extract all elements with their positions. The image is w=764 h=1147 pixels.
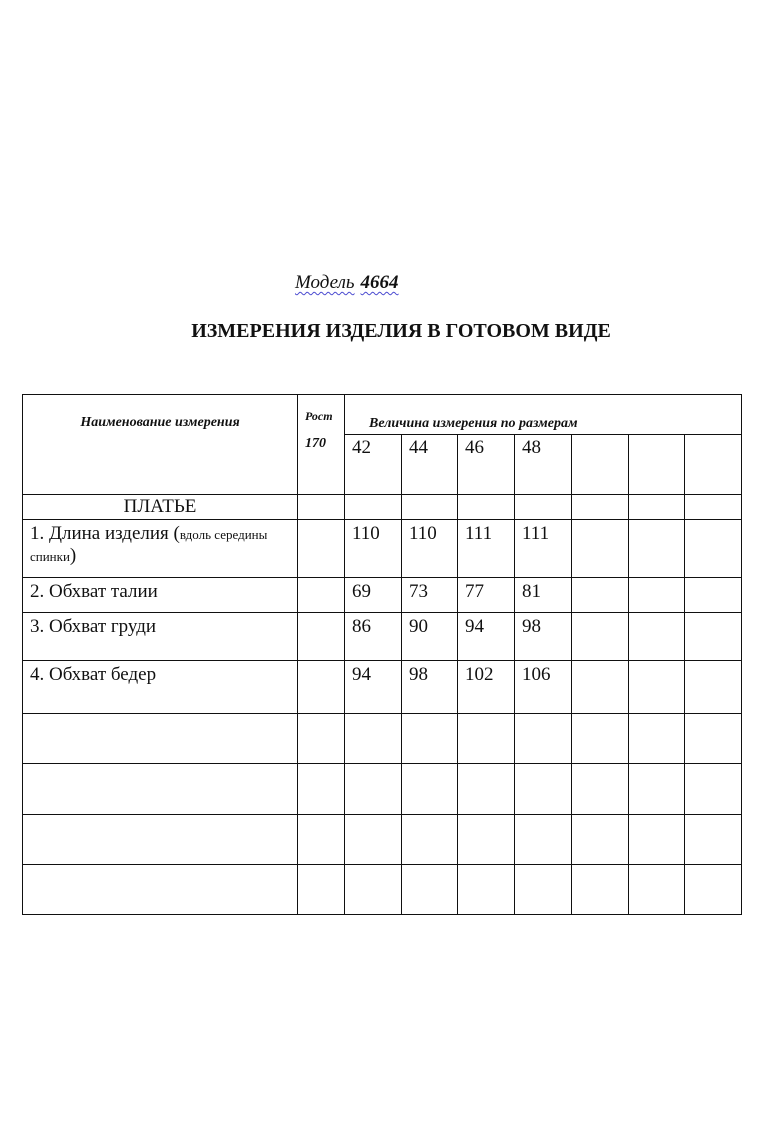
empty-cell <box>458 495 515 520</box>
empty-cell <box>458 865 515 915</box>
value-cell: 102 <box>458 661 515 714</box>
table-row <box>23 661 742 714</box>
value-cell <box>572 613 629 661</box>
empty-cell <box>23 815 298 865</box>
height-value: 170 <box>305 436 326 451</box>
value-cell: 110 <box>345 520 402 578</box>
value-cell: 90 <box>402 613 458 661</box>
column-header-height <box>298 395 345 495</box>
value-cell: 98 <box>515 613 572 661</box>
empty-cell <box>298 865 345 915</box>
empty-cell <box>23 764 298 815</box>
empty-cell <box>345 764 402 815</box>
empty-cell <box>298 495 345 520</box>
table-row <box>23 613 742 661</box>
value-cell: 98 <box>402 661 458 714</box>
empty-cell <box>629 865 685 915</box>
height-cell <box>298 661 345 714</box>
column-header-name: Наименование измерения <box>23 395 298 495</box>
measurement-label <box>23 520 298 578</box>
value-cell: 94 <box>458 613 515 661</box>
column-header-values: Величина измерения по размерам <box>345 395 742 435</box>
size-cell: 46 <box>458 435 515 495</box>
value-cell <box>685 613 742 661</box>
value-cell: 110 <box>402 520 458 578</box>
empty-cell <box>572 495 629 520</box>
size-cell <box>629 435 685 495</box>
measurement-label: 4. Обхват бедер <box>23 661 298 714</box>
empty-cell <box>629 815 685 865</box>
value-cell: 69 <box>345 578 402 613</box>
empty-row <box>23 764 742 815</box>
label-main: 1. Длина изделия ( <box>30 523 180 544</box>
value-cell: 106 <box>515 661 572 714</box>
empty-cell <box>685 815 742 865</box>
empty-cell <box>298 714 345 764</box>
value-cell <box>572 578 629 613</box>
measurements-table <box>22 394 742 915</box>
empty-row <box>23 865 742 915</box>
height-label: Рост <box>305 409 333 423</box>
size-cell <box>685 435 742 495</box>
empty-cell <box>685 764 742 815</box>
empty-cell <box>402 495 458 520</box>
value-cell: 73 <box>402 578 458 613</box>
model-heading <box>295 272 399 294</box>
empty-cell <box>345 815 402 865</box>
empty-cell <box>402 815 458 865</box>
value-cell <box>629 661 685 714</box>
value-cell <box>685 520 742 578</box>
value-cell <box>629 520 685 578</box>
label-note: вдоль середины спинки <box>30 527 268 564</box>
page-title: ИЗМЕРЕНИЯ ИЗДЕЛИЯ В ГОТОВОМ ВИДЕ <box>191 320 611 342</box>
empty-cell <box>345 495 402 520</box>
size-cell <box>572 435 629 495</box>
empty-cell <box>685 865 742 915</box>
empty-cell <box>23 714 298 764</box>
model-label: Модель <box>295 272 355 293</box>
value-cell: 81 <box>515 578 572 613</box>
empty-cell <box>572 714 629 764</box>
empty-cell <box>515 714 572 764</box>
empty-cell <box>345 714 402 764</box>
empty-cell <box>515 815 572 865</box>
empty-cell <box>629 714 685 764</box>
empty-row <box>23 714 742 764</box>
section-label: ПЛАТЬЕ <box>23 495 298 520</box>
value-cell: 111 <box>458 520 515 578</box>
value-cell <box>685 661 742 714</box>
value-cell: 86 <box>345 613 402 661</box>
size-cell: 42 <box>345 435 402 495</box>
empty-cell <box>515 764 572 815</box>
table-row <box>23 578 742 613</box>
value-cell <box>572 661 629 714</box>
empty-cell <box>402 714 458 764</box>
value-cell <box>629 578 685 613</box>
measurement-label: 2. Обхват талии <box>23 578 298 613</box>
empty-cell <box>515 865 572 915</box>
height-cell <box>298 578 345 613</box>
empty-cell <box>685 495 742 520</box>
height-cell <box>298 613 345 661</box>
size-cell: 48 <box>515 435 572 495</box>
empty-cell <box>458 764 515 815</box>
value-cell: 77 <box>458 578 515 613</box>
value-cell: 111 <box>515 520 572 578</box>
empty-cell <box>298 815 345 865</box>
empty-cell <box>23 865 298 915</box>
value-cell <box>629 613 685 661</box>
value-cell <box>572 520 629 578</box>
empty-cell <box>572 764 629 815</box>
label-end: ) <box>69 545 77 566</box>
value-cell: 94 <box>345 661 402 714</box>
empty-cell <box>572 815 629 865</box>
height-cell <box>298 520 345 578</box>
empty-cell <box>458 815 515 865</box>
table-row <box>23 520 742 578</box>
empty-cell <box>629 495 685 520</box>
size-cell: 44 <box>402 435 458 495</box>
empty-cell <box>402 865 458 915</box>
empty-cell <box>458 714 515 764</box>
empty-cell <box>515 495 572 520</box>
model-number: 4664 <box>360 272 399 293</box>
empty-cell <box>629 764 685 815</box>
empty-row <box>23 815 742 865</box>
empty-cell <box>345 865 402 915</box>
empty-cell <box>298 764 345 815</box>
measurement-label: 3. Обхват груди <box>23 613 298 661</box>
empty-cell <box>685 714 742 764</box>
value-cell <box>685 578 742 613</box>
empty-cell <box>402 764 458 815</box>
empty-cell <box>572 865 629 915</box>
